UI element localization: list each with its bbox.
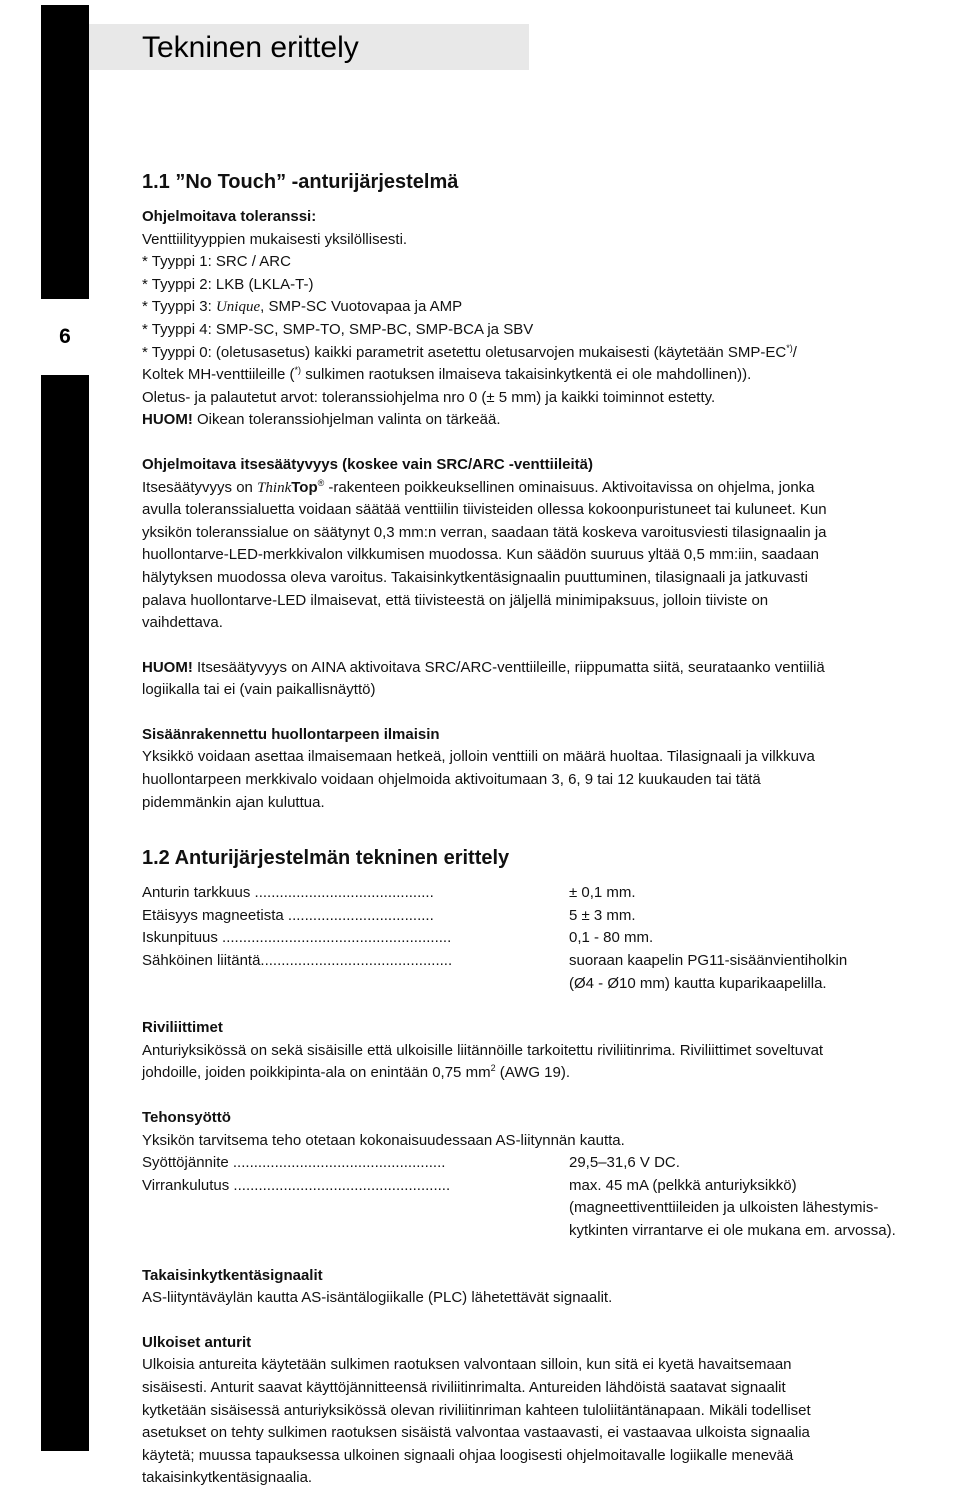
- note-text: Oikean toleranssiohjelman valinta on tärkeää.: [192, 411, 501, 429]
- spec-row: [142, 950, 960, 973]
- tolerance-type4: * Tyyppi 4: SMP-SC, SMP-TO, SMP-BC, SMP-BCA ja SBV: [142, 320, 534, 338]
- spec-label: Anturin tarkkuus ...........................................: [142, 884, 434, 902]
- tolerance-line: * Tyyppi 2: LKB (LKLA-T-): [142, 275, 314, 293]
- spec-value: (magneettiventtiileiden ja ulkoisten lähestymis-: [569, 1199, 879, 1217]
- spec-row: [142, 882, 960, 905]
- note-label: HUOM!: [142, 411, 193, 429]
- spec-value: kytkinten virrantarve ei ole mukana em. arvossa).: [569, 1221, 896, 1239]
- external-heading: Ulkoiset anturit: [142, 1333, 252, 1351]
- feedback-line: AS-liityntäväylän kautta AS-isäntälogiikalle (PLC) lähetettävät signaalit.: [142, 1289, 613, 1307]
- self-adjust-heading: Ohjelmoitava itsesäätyvyys (koskee vain SRC/ARC -venttiileitä): [142, 455, 594, 473]
- self-intro-a: Itsesäätyvyys on: [142, 478, 258, 496]
- section-heading-1-2: 1.2 Anturijärjestelmän tekninen erittely: [142, 847, 510, 870]
- footnote-mark: *): [786, 342, 793, 353]
- external-line: takaisinkytkentäsignaalia.: [142, 1469, 313, 1487]
- koltek-text-b: sulkimen raotuksen ilmaiseva takaisinkytkentä ei ole mahdollinen)).: [301, 366, 752, 384]
- spec-value: ± 0,1 mm.: [569, 884, 636, 902]
- terminal-line: Anturiyksikössä on sekä sisäisille että ulkoisille liitännöille tarkoitettu riviliitinrima. Riviliittimet soveltuvat: [142, 1041, 824, 1059]
- power-heading: Tehonsyöttö: [142, 1109, 231, 1126]
- spec-value: 0,1 - 80 mm.: [569, 929, 654, 947]
- note2-text: Itsesäätyvyys on AINA aktivoitava SRC/ARC-venttiileille, riippumatta siitä, seurataanko ventiiliä: [192, 658, 825, 676]
- external-line: sisäisesti. Anturit saavat käyttöjännitteensä riviliitinrimalta. Antureiden lähdöistä saatavat signaalit: [142, 1378, 786, 1396]
- thinktop-brand-think: Think: [257, 479, 292, 496]
- note2-label: HUOM!: [142, 658, 193, 676]
- feedback-heading: Takaisinkytkentäsignaalit: [142, 1266, 323, 1284]
- tolerance-type0: [142, 342, 960, 365]
- spec-row: [142, 927, 960, 950]
- document-body: [142, 168, 960, 1490]
- spec-label: Sähköinen liitäntä..............................................: [142, 952, 453, 970]
- self-intro-b: -rakenteen poikkeuksellinen ominaisuus. Aktivoitavissa on ohjelma, jonka: [324, 478, 815, 496]
- service-line: Yksikkö voidaan asettaa ilmaisemaan hetkeä, jolloin venttiili on määrä huoltaa. Tilasignaali ja vilkkuva: [142, 748, 815, 766]
- spec-row: [142, 1152, 960, 1175]
- unique-brand: Unique: [215, 299, 261, 316]
- note2-line2: logiikalla tai ei (vain paikallisnäyttö): [142, 681, 376, 699]
- squared-mark: 2: [490, 1063, 496, 1074]
- spec-row: [142, 1175, 960, 1198]
- registered-mark: ®: [317, 477, 325, 488]
- spec-row: [142, 905, 960, 928]
- spec-label: Etäisyys magneetista ...................................: [142, 906, 434, 924]
- spec-value: max. 45 mA (pelkkä anturiyksikkö): [569, 1176, 797, 1194]
- type3-prefix: * Tyyppi 3:: [142, 298, 216, 316]
- koltek-line: [142, 364, 960, 387]
- page-title: Tekninen erittely: [142, 31, 359, 64]
- spec-value: (Ø4 - Ø10 mm) kautta kuparikaapelilla.: [569, 974, 827, 992]
- spec-label: Syöttöjännite ...................................................: [142, 1154, 446, 1172]
- self-adjust-line: vaihdettava.: [142, 614, 223, 632]
- section-heading-1-1: 1.1 ”No Touch” -anturijärjestelmä: [142, 171, 459, 193]
- type3-suffix: , SMP-SC Vuotovapaa ja AMP: [260, 298, 463, 316]
- tolerance-line: Venttiilityyppien mukaisesti yksilöllisesti.: [142, 230, 408, 248]
- terminal-heading: Riviliittimet: [142, 1019, 223, 1037]
- chapter-sidebar: [41, 5, 89, 1451]
- spec-row-continuation: [142, 1220, 960, 1243]
- spec-label: Virrankulutus ....................................................: [142, 1176, 451, 1194]
- service-line: huollontarpeen merkkivalo voidaan ohjelmoida aktivoitumaan 3, 6, 9 tai 12 kuukauden tai tätä: [142, 771, 761, 789]
- self-adjust-intro: [142, 477, 960, 500]
- chapter-tab-number: 6: [41, 299, 89, 375]
- power-intro: Yksikön tarvitsema teho otetaan kokonaisuudessaan AS-liitynnän kautta.: [142, 1131, 625, 1149]
- spec-value: suoraan kaapelin PG11-sisäänvientiholkin: [569, 952, 848, 970]
- spec-label: Iskunpituus .......................................................: [142, 929, 452, 947]
- external-line: Ulkoisia antureita käytetään sulkimen raotuksen valvontaan silloin, kun sitä ei kyetä havaitsemaan: [142, 1356, 792, 1374]
- spec-row-continuation: [142, 973, 960, 996]
- external-line: kytketään sisäisessä anturiyksikössä olevan riviliitinriman kahteen tuloliitäntänapaan. Mikäli todelliset: [142, 1401, 811, 1419]
- tolerance-heading: Ohjelmoitava toleranssi:: [142, 208, 317, 225]
- terminal-text: johdoille, joiden poikkipinta-ala on enintään 0,75 mm: [142, 1064, 491, 1082]
- koltek-text-a: Koltek MH-venttiileille (: [142, 366, 295, 384]
- footnote-mark: *): [294, 365, 302, 376]
- spec-row-continuation: [142, 1197, 960, 1220]
- spec-value: 5 ± 3 mm.: [569, 906, 636, 924]
- self-adjust-line: yksikön toleranssialue on säätynyt 0,3 mm:n verran, saadaan tätä koskeva varoitusviesti tilasignaalin ja: [142, 523, 827, 541]
- tolerance-line: * Tyyppi 1: SRC / ARC: [142, 253, 291, 271]
- external-line: käytetä; muussa tapauksessa ulkoinen signaali ohjaa loogisesti ohjelmoitavalle logiikalle menevää: [142, 1446, 794, 1464]
- self-adjust-line: hälytyksen muodossa oleva varoitus. Takaisinkytkentäsignaalin puuttuminen, tilasignaali ja jatkuvasti: [142, 568, 808, 586]
- self-adjust-line: avulla toleranssialuetta voidaan säätää venttiilin tiivisteiden ollessa kokoonpuristuneet tai kuluneet. Kun: [142, 501, 827, 519]
- self-adjust-line: palava huollontarve-LED ilmaisevat, että tiivisteestä on jäljellä minimipaksuus, jolloin tiiviste on: [142, 591, 769, 609]
- type0-slash: /: [792, 343, 797, 361]
- terminal-line: [142, 1062, 960, 1085]
- self-adjust-line: huollontarve-LED-merkkivalon vilkkumisen muodossa. Kun säädön suuruus yltää 0,5 mm:iin, saadaan: [142, 546, 820, 564]
- terminal-text-b: (AWG 19).: [495, 1064, 571, 1082]
- defaults-line: Oletus- ja palautetut arvot: toleranssiohjelma nro 0 (± 5 mm) ja kaikki toiminnot estetty.: [142, 388, 716, 406]
- type0-text: * Tyyppi 0: (oletusasetus) kaikki parametrit asetettu oletusarvojen mukaisesti (käytetään SMP-EC: [142, 343, 787, 361]
- spec-value: 29,5–31,6 V DC.: [569, 1154, 680, 1172]
- thinktop-brand-top: Top: [291, 478, 318, 496]
- service-line: pidemmänkin ajan kuluttua.: [142, 793, 325, 811]
- tolerance-type3: [142, 296, 960, 319]
- external-line: asetukset on tehty sulkimen raotuksen sisäistä valvontaa vastaavasti, ei vastaavaa ulkoista signaalia: [142, 1424, 810, 1442]
- service-heading: Sisäänrakennettu huollontarpeen ilmaisin: [142, 725, 440, 743]
- note-line: [142, 409, 960, 432]
- note2-line: [142, 657, 960, 680]
